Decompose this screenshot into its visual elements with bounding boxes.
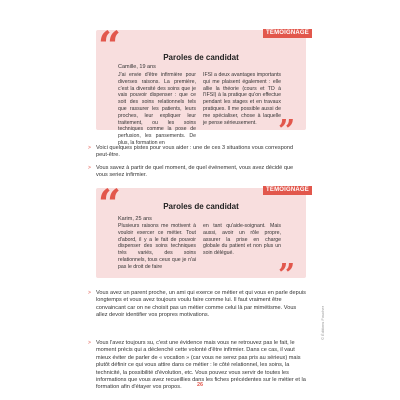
bullet-marker-icon: > [88, 290, 91, 296]
close-quote-icon: ” [278, 114, 296, 149]
testimony-title: Paroles de candidat [163, 202, 239, 211]
publisher-credit: © Éditions Foucher [320, 305, 325, 340]
bullet-paragraph [88, 165, 306, 180]
testimony-title: Paroles de candidat [163, 53, 239, 62]
close-quote-icon: ” [278, 258, 296, 293]
bullet-paragraph [88, 145, 306, 160]
bullet-text: Vous avez un parent proche, un ami qui exerce ce métier et qui vous en parle depuis longtemps et vous avez toujours voulu faire comme lui. Il faut vraiment être convaincant car on ne choisit pas un métier comme celui là par mimétisme. Vous allez devoir identifier vos propres motivations. [96, 290, 306, 319]
bullet-marker-icon: > [88, 145, 91, 151]
bullet-text: Vous savez à partir de quel moment, de quel événement, vous avez décidé que vous seriez infirmier. [96, 165, 294, 179]
testimony-tag: TÉMOIGNAGE [263, 29, 312, 38]
testimony-speaker: Camille, 19 ans [118, 64, 156, 70]
testimony-text-right: en tant qu'aide-soignant. Mais aussi, avoir un rôle propre, assurer la prise en charge globale du patient et non plus un soin délégué. [203, 223, 281, 257]
bullet-marker-icon: > [88, 340, 91, 346]
bullet-marker-icon: > [88, 165, 91, 171]
open-quote-icon: “ [98, 23, 122, 70]
testimony-speaker: Karim, 25 ans [118, 216, 152, 222]
bullet-paragraph [88, 290, 306, 320]
testimony-tag: TÉMOIGNAGE [263, 186, 312, 195]
open-quote-icon: “ [98, 181, 122, 228]
testimony-text-left: J'ai envie d'être infirmière pour diverses raisons. La première, c'est la diversité des soins que je vais pouvoir dispenser : que ce soit des soins relationnels tels que rassurer les patients, leurs proches, leur expliquer leur traitement, ou les soins techniques comme la pose de perfusion, les pansements. De plus, la formation en [118, 72, 196, 146]
bullet-text: Voici quelques pistes pour vous aider : une de ces 3 situations vous correspond peut-être. [96, 145, 294, 159]
page-number: 26 [196, 382, 204, 388]
testimony-text-right: IFSI a deux avantages importants qui me plaisent également : elle allie la théorie (cours et TD à l'IFSI) à la pratique qu'on effectue pendant les stages et en travaux pratiques. Il me possible aussi de me spécialiser, chose à laquelle je pense sérieusement. [203, 72, 281, 126]
bullet-text: Vous l'avez toujours su, c'est une évidence mais vous ne retrouvez pas le fait, le moment précis qui a déclenché cette volonté d'être infirmier. Dans ce cas, il vaut mieux éviter de parler de « vocation » (car vous ne serez pas pris au sérieux) mais plutôt définir ce qui vous attire dans ce métier : le côté relationnel, les soins, la technicité, la possibilité d'évolution, etc. Vous pouvez vous servir de toutes les informations que vous avez recueillies dans les fiches précédentes sur le métier et la formation afin d'étayer vos propos. [96, 340, 306, 391]
testimony-text-left: Plusieurs raisons me motivent à vouloir exercer ce métier. Tout d'abord, il y a le fait de pouvoir dispenser des soins techniques très variés, des soins relationnels, tous ceux que je n'ai pas le droit de faire [118, 223, 196, 270]
